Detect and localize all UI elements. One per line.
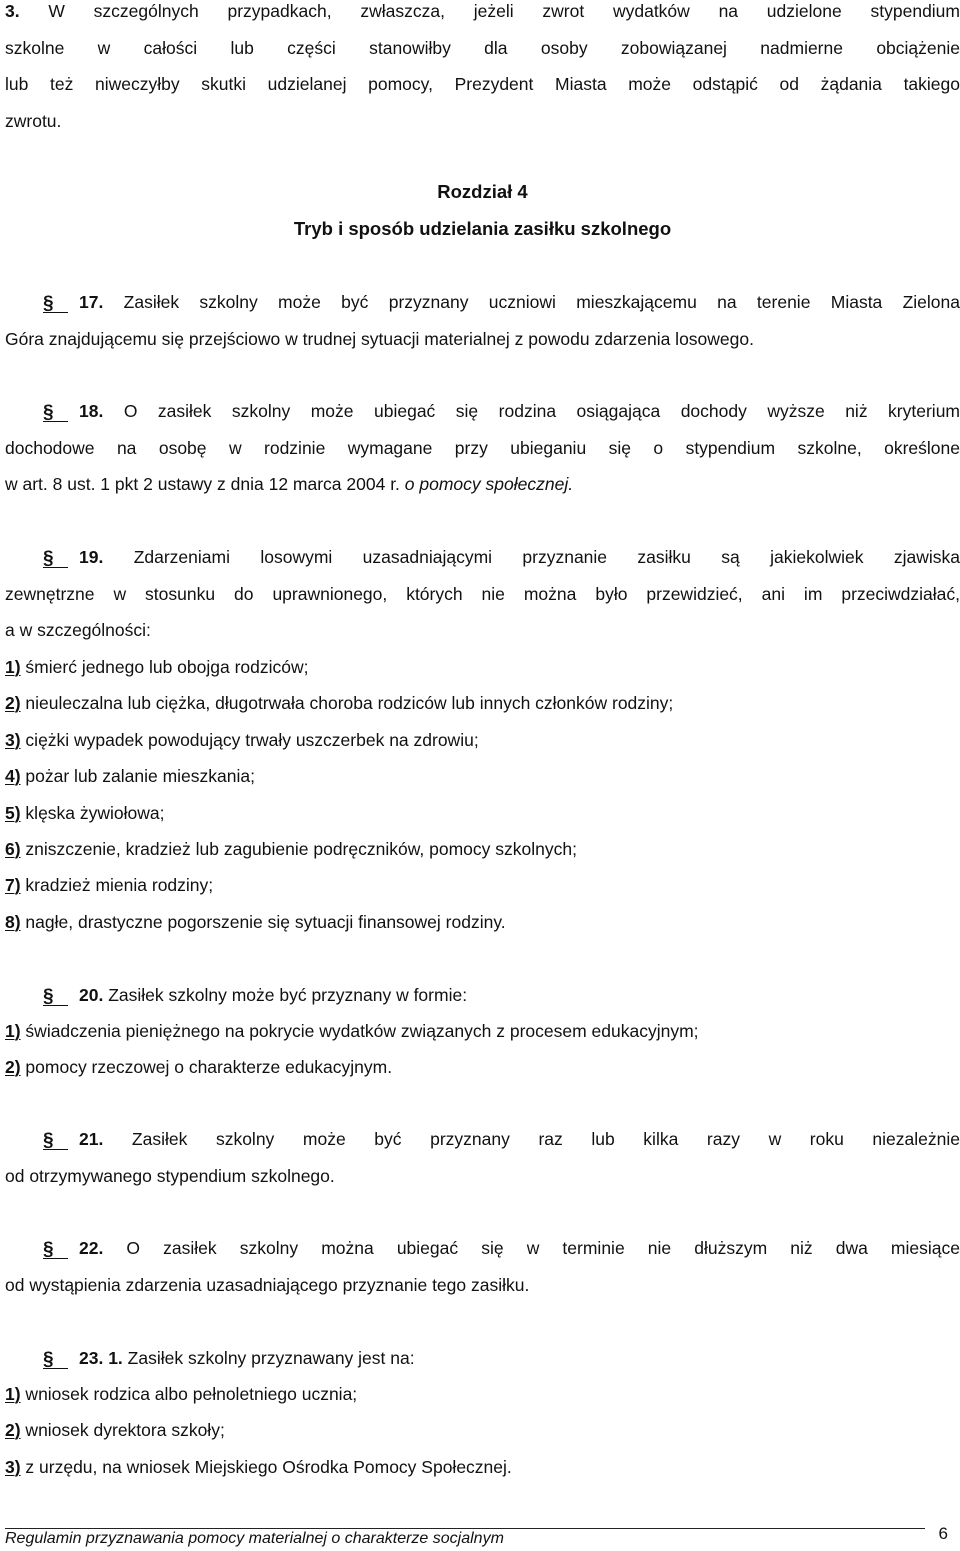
list-text: pożar lub zalanie mieszkania; [20,766,255,786]
section-sign-icon [43,1127,68,1147]
paragraph-line: lub też niweczyłby skutki udzielanej pomocy, Prezydent Miasta może odstąpić od żądania takiego [5,74,960,94]
section-number: 20. [79,985,104,1005]
list-text: ciężki wypadek powodujący trwały uszczerbek na zdrowiu; [20,730,479,750]
paragraph-line: dochodowe na osobę w rodzinie wymagane przy ubieganiu się o stypendium szkolne, określone [5,437,960,458]
chapter-subtitle: Tryb i sposób udzielania zasiłku szkolnego [293,218,672,239]
chapter-title: Rozdział 4 [437,181,528,202]
list-number: 2) [5,1420,21,1440]
list-item [5,1449,960,1486]
list-item [5,685,960,722]
paragraph-text: Zasiłek szkolny może być przyznany w formie: [103,985,468,1005]
paragraph-line: a w szczególności: [5,620,151,640]
section-sign-icon [43,983,68,1003]
paragraph-line [5,284,960,321]
section-18 [5,393,960,503]
paragraph-line: Góra znajdującemu się przejściowo w trudnej sytuacji materialnej z powodu zdarzenia losowego. [5,328,754,349]
section-sign-icon [43,1236,68,1256]
list-number: 6) [5,839,21,859]
list-text: wniosek rodzica albo pełnoletniego ucznia; [20,1384,358,1404]
list-text: kradzież mienia rodziny; [20,875,214,895]
list-number: 2) [5,1057,21,1077]
paragraph-line: zewnętrzne w stosunku do uprawnionego, których nie można było przewidzieć, ani im przeciwdziałać, [5,583,960,604]
list-item [5,1013,960,1050]
list-number: 2) [5,693,21,713]
list-item [5,795,960,832]
section-20 [5,977,960,1014]
page-number: 6 [938,1524,948,1543]
list-text: świadczenia pieniężnego na pokrycie wydatków związanych z procesem edukacyjnym; [20,1021,699,1041]
paragraph-line: od otrzymywanego stypendium szkolnego. [5,1165,335,1186]
list-text: klęska żywiołowa; [20,803,165,823]
paragraph-line [5,1121,960,1158]
list-number: 8) [5,912,21,932]
section-22 [5,1230,960,1303]
list-number: 4) [5,766,21,786]
list-item [5,1049,960,1086]
paragraph-line [5,539,960,576]
section-number: 18. [79,401,104,421]
section-23 [5,1340,960,1377]
section-sign-icon [43,1346,68,1366]
paragraph-text: O zasiłek szkolny można ubiegać się w terminie nie dłuższym niż dwa miesiące [103,1238,960,1258]
list-item [5,758,960,795]
section-sign-icon [43,290,68,310]
paragraph-text: w art. 8 ust. 1 pkt 2 ustawy z dnia 12 marca 2004 r. [5,474,405,494]
list-item [5,722,960,759]
list-number: 7) [5,875,21,895]
section-number: 21. [79,1129,104,1149]
paragraph-text: Zasiłek szkolny może być przyznany raz lub kilka razy w roku niezależnie [103,1129,960,1149]
paragraph-number: 3. [5,1,20,21]
section-number: 19. [79,547,104,567]
list-item [5,1376,960,1413]
paragraph-line: szkolne w całości lub części stanowiłby dla osoby zobowiązanej nadmierne obciążenie [5,37,960,58]
paragraph-line [5,0,960,30]
list-number: 3) [5,1457,21,1477]
paragraph-line [5,1230,960,1267]
paragraph-line: od wystąpienia zdarzenia uzasadniającego przyznanie tego zasiłku. [5,1274,530,1295]
section-19 [5,539,960,649]
list-number: 5) [5,803,21,823]
paragraph-line [5,466,960,503]
list-text: pomocy rzeczowej o charakterze edukacyjnym. [20,1057,393,1077]
paragraph-text: W szczególnych przypadkach, zwłaszcza, jeżeli zwrot wydatków na udzielone stypendium [48,1,960,21]
list-number: 1) [5,1384,21,1404]
act-title: o pomocy społecznej. [404,474,574,494]
paragraph-line [5,393,960,430]
footer-title: Regulamin przyznawania pomocy materialnej o charakterze socjalnym [5,1530,504,1547]
paragraph-3 [5,0,960,139]
section-21 [5,1121,960,1194]
paragraph-text: Zasiłek szkolny przyznawany jest na: [122,1348,415,1368]
footer-divider [5,1528,925,1529]
section-17 [5,284,960,357]
list-number: 1) [5,1021,21,1041]
section-sign-icon [43,545,68,565]
paragraph-line: zwrotu. [5,110,62,131]
section-number: 17. [79,292,104,312]
paragraph-text: Zasiłek szkolny może być przyznany uczniowi mieszkającemu na terenie Miasta Zielona [103,292,960,312]
section-number: 22. [79,1238,104,1258]
list-text: śmierć jednego lub obojga rodziców; [20,657,309,677]
list-text: nagłe, drastyczne pogorszenie się sytuacji finansowej rodziny. [20,912,506,932]
list-item [5,904,960,941]
list-text: z urzędu, na wniosek Miejskiego Ośrodka Pomocy Społecznej. [20,1457,512,1477]
list-item [5,1412,960,1449]
list-item [5,867,960,904]
list-item [5,831,960,868]
paragraph-text: O zasiłek szkolny może ubiegać się rodzina osiągająca dochody wyższe niż kryterium [103,401,960,421]
list-text: zniszczenie, kradzież lub zagubienie podręczników, pomocy szkolnych; [20,839,577,859]
list-number: 1) [5,657,21,677]
list-text: nieuleczalna lub ciężka, długotrwała choroba rodziców lub innych członków rodziny; [20,693,674,713]
section-sign-icon [43,399,68,419]
list-number: 3) [5,730,21,750]
section-number: 23. 1. [79,1348,123,1368]
list-text: wniosek dyrektora szkoły; [20,1420,225,1440]
paragraph-text: Zdarzeniami losowymi uzasadniającymi przyznanie zasiłku są jakiekolwiek zjawiska [103,547,960,567]
list-item [5,649,960,686]
